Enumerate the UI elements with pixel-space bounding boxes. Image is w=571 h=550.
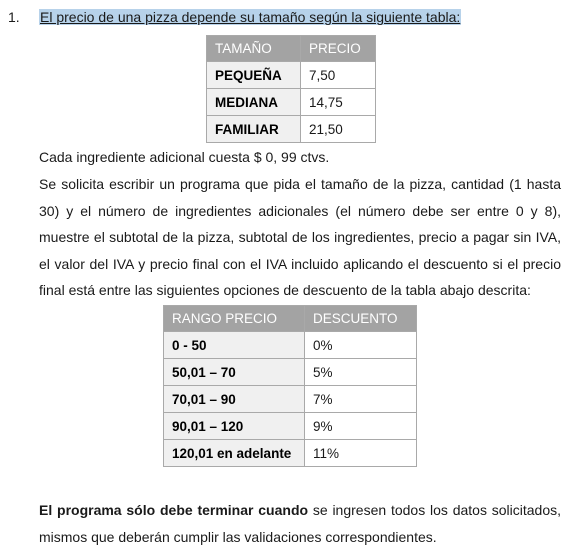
closing-paragraph xyxy=(39,497,561,550)
price-cell: 7,50 xyxy=(301,62,376,89)
closing-bold-text: El programa sólo debe terminar cuando xyxy=(39,502,309,518)
range-cell: 90,01 – 120 xyxy=(164,413,305,440)
discount-cell: 0% xyxy=(305,332,417,359)
table-row xyxy=(164,413,417,440)
discount-table xyxy=(163,305,417,467)
discount-cell: 11% xyxy=(305,440,417,467)
table-row xyxy=(164,386,417,413)
column-header-price-range: RANGO PRECIO xyxy=(164,306,305,332)
table-header-row xyxy=(207,36,376,62)
discount-cell: 9% xyxy=(305,413,417,440)
table-row xyxy=(164,359,417,386)
size-cell: FAMILIAR xyxy=(207,116,301,143)
table-row xyxy=(164,440,417,467)
table-row xyxy=(207,62,376,89)
range-cell: 70,01 – 90 xyxy=(164,386,305,413)
column-header-size: TAMAÑO xyxy=(207,36,301,62)
table-header-row xyxy=(164,306,417,332)
ingredient-cost-text: Cada ingrediente adicional cuesta $ 0, 99 ctvs. xyxy=(39,149,330,165)
price-cell: 14,75 xyxy=(301,89,376,116)
size-cell: MEDIANA xyxy=(207,89,301,116)
range-cell: 120,01 en adelante xyxy=(164,440,305,467)
price-cell: 21,50 xyxy=(301,116,376,143)
range-cell: 50,01 – 70 xyxy=(164,359,305,386)
discount-cell: 5% xyxy=(305,359,417,386)
column-header-price: PRECIO xyxy=(301,36,376,62)
size-price-table xyxy=(206,35,376,143)
exercise-heading: El precio de una pizza depende su tamaño según la siguiente tabla: xyxy=(40,9,461,25)
size-cell: PEQUEÑA xyxy=(207,62,301,89)
closing-text: se ingresen todos los datos solicitados, mismos que deberán cumplir las validaciones correspondientes. xyxy=(39,502,561,545)
table-row xyxy=(207,89,376,116)
item-number: 1. xyxy=(8,9,20,25)
table-row xyxy=(207,116,376,143)
table-row xyxy=(164,332,417,359)
problem-description: Se solicita escribir un programa que pida el tamaño de la pizza, cantidad (1 hasta 30) y el número de ingredientes adicionales (el número debe ser entre 0 y 8), muestre el subtotal de la pizza, subtotal de los ingredientes, precio a pagar sin IVA, el valor del IVA y precio final con el IVA incluido aplicando el descuento si el precio final está entre las siguientes opciones de descuento de la tabla abajo descrita: xyxy=(39,176,561,298)
column-header-discount: DESCUENTO xyxy=(305,306,417,332)
range-cell: 0 - 50 xyxy=(164,332,305,359)
discount-cell: 7% xyxy=(305,386,417,413)
